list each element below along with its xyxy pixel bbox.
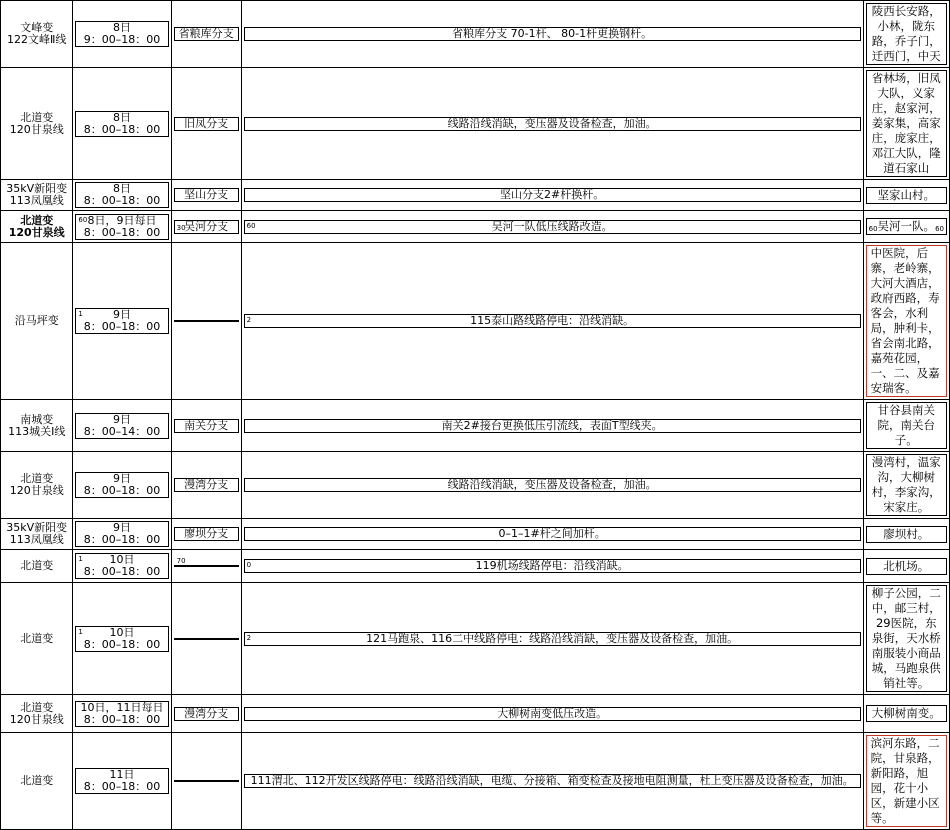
outage-date: 10日 — [109, 625, 135, 639]
margin-mark: 60 — [935, 225, 944, 233]
content-cell — [241, 733, 863, 830]
substation-name: 北道变 — [20, 700, 54, 714]
area-cell — [863, 243, 949, 400]
branch-label: 省粮库分支 — [178, 27, 234, 40]
line-name — [1, 473, 72, 497]
branch-name — [174, 527, 239, 541]
margin-mark: 1 — [78, 555, 83, 563]
branch-name — [174, 419, 239, 433]
line-name-cell — [1, 452, 73, 519]
feeder-name: 113凤凰线 — [9, 194, 64, 207]
time-cell — [73, 519, 171, 550]
outage-hours: 8：00–18：00 — [83, 533, 161, 546]
outage-time — [75, 214, 168, 240]
affected-area-text: 省林场，旧凤大队，义家庄，赵家河，姜家集，高家庄，庞家庄，邓江大队，隆道石家山 — [871, 71, 941, 175]
margin-mark: 0 — [246, 561, 252, 569]
content-cell — [241, 583, 863, 695]
table-row — [1, 519, 950, 550]
work-content-text: 111渭北、112开发区线路停电：线路沿线消缺，电缆、分接箱、箱变检查及接地电阻测量，杜上变压器及设备检查，加油。 — [250, 774, 854, 787]
branch-label: 漫湾分支 — [184, 706, 229, 720]
area-cell — [863, 1, 949, 68]
outage-date: 9日 — [113, 412, 132, 426]
margin-mark: 2 — [246, 633, 252, 642]
branch-label: 南关分支 — [184, 418, 229, 432]
outage-hours: 8：00–14：00 — [83, 424, 161, 438]
affected-area-text: 柳子公园，二中，邮三村，29医院，东泉街，天水桥南服装小商品城，马跑泉供销社等。 — [871, 586, 941, 690]
content-cell — [241, 695, 863, 733]
margin-mark: 60 — [868, 225, 878, 233]
branch-name — [174, 478, 239, 492]
line-name — [1, 112, 72, 136]
affected-area-text: 陵西长安路，小林，陇东路，乔子门，迁西门，中天 — [871, 4, 941, 63]
content-cell — [241, 1, 863, 68]
outage-hours: 8：00–18：00 — [83, 780, 161, 793]
line-name — [1, 22, 72, 46]
affected-area — [866, 454, 947, 516]
work-content — [244, 188, 861, 202]
line-name-cell — [1, 733, 73, 830]
time-cell — [73, 695, 171, 733]
time-cell — [73, 400, 171, 452]
affected-area-text: 中医院，后寨，老岭寨，大河大酒店，政府西路，寿客会，水利局，肿利卡，省会南北路，嘉苑花园，一、二、及嘉安瑞客。 — [870, 246, 940, 395]
branch-cell — [171, 733, 241, 830]
affected-area — [866, 245, 947, 397]
affected-area — [866, 705, 947, 722]
branch-name — [174, 707, 239, 721]
outage-date: 9日 — [113, 308, 132, 321]
margin-mark: 1 — [78, 310, 83, 318]
work-content-text: 119机场线路停电：沿线消缺。 — [475, 559, 629, 572]
table-row — [1, 452, 950, 519]
branch-cell — [171, 68, 241, 180]
feeder-name: 120甘泉线 — [9, 122, 64, 136]
area-cell — [863, 400, 949, 452]
time-cell — [73, 243, 171, 400]
area-cell — [863, 519, 949, 550]
content-cell — [241, 211, 863, 243]
area-cell — [863, 733, 949, 830]
work-content — [244, 419, 861, 433]
line-name-cell — [1, 243, 73, 400]
time-cell — [73, 1, 171, 68]
branch-label: 吴河分支 — [184, 219, 229, 233]
substation-name: 北道变 — [20, 559, 54, 572]
margin-mark: 2 — [246, 316, 252, 324]
time-cell — [73, 180, 171, 211]
affected-area-text: 北机场。 — [883, 558, 930, 573]
outage-date: 9日 — [113, 521, 132, 534]
feeder-name: 113凤凰线 — [9, 533, 64, 546]
line-name-cell — [1, 550, 73, 583]
table-row — [1, 211, 950, 243]
branch-name — [174, 780, 239, 782]
outage-time — [75, 626, 168, 652]
affected-area — [866, 187, 947, 204]
line-name — [1, 315, 72, 327]
table-row — [1, 180, 950, 211]
line-name-cell — [1, 519, 73, 550]
work-content — [244, 314, 861, 328]
substation-name: 北道变 — [20, 110, 54, 124]
outage-date: 8日 — [113, 182, 132, 195]
substation-name: 沿马坪变 — [14, 314, 59, 327]
work-content-text: 线路沿线消缺，变压器及设备检查，加油。 — [447, 478, 657, 491]
work-content-text: 121马跑泉、116二中线路停电：线路沿线消缺，变压器及设备检查，加油。 — [366, 631, 739, 645]
affected-area-text: 廖坝村。 — [883, 526, 930, 541]
substation-name: 北道变 — [20, 213, 54, 227]
affected-area — [866, 526, 947, 543]
work-content-text: 115泰山路线路停电：沿线消缺。 — [470, 314, 635, 327]
outage-hours: 8：00–18：00 — [83, 637, 161, 651]
outage-time — [75, 308, 168, 334]
content-cell — [241, 68, 863, 180]
outage-hours: 8：00–18：00 — [83, 565, 161, 578]
content-cell — [241, 519, 863, 550]
outage-date: 8日 — [113, 110, 132, 124]
substation-name: 北道变 — [20, 472, 54, 485]
branch-cell — [171, 243, 241, 400]
table-row — [1, 400, 950, 452]
work-content — [244, 478, 861, 492]
branch-name — [174, 220, 239, 234]
content-cell — [241, 243, 863, 400]
area-cell — [863, 452, 949, 519]
line-name — [1, 183, 72, 207]
branch-name — [174, 638, 239, 640]
margin-mark: 70 — [176, 557, 186, 565]
work-content-text: 大柳树南变低压改造。 — [497, 706, 608, 720]
branch-name — [174, 188, 239, 202]
line-name-cell — [1, 695, 73, 733]
affected-area — [866, 585, 947, 692]
substation-name: 文峰变 — [20, 21, 54, 34]
area-cell — [863, 180, 949, 211]
outage-hours: 8：00–18：00 — [83, 712, 161, 726]
work-content — [244, 632, 861, 646]
affected-area — [866, 218, 947, 235]
branch-cell — [171, 1, 241, 68]
outage-hours: 8：00–18：00 — [83, 194, 161, 207]
line-name — [1, 775, 72, 787]
work-content — [244, 559, 861, 573]
branch-cell — [171, 211, 241, 243]
branch-name — [174, 117, 239, 131]
table-row — [1, 733, 950, 830]
affected-area-text: 甘谷县南关院，南关台子。 — [877, 403, 936, 447]
margin-mark: 60 — [246, 221, 256, 230]
line-name — [1, 633, 72, 645]
margin-mark: 60 — [78, 215, 88, 224]
line-name — [1, 702, 72, 726]
outage-date: 10日 — [109, 553, 135, 566]
substation-name: 南城变 — [20, 412, 54, 426]
table-body — [1, 1, 950, 830]
work-content-text: 吴河一队低压线路改造。 — [491, 219, 613, 233]
area-cell — [863, 695, 949, 733]
affected-area-text: 滨河东路，二院，甘泉路，新阳路，旭园，花十小区，新建小区等。 — [870, 736, 940, 825]
branch-label: 坚山分支 — [184, 188, 229, 201]
outage-date: 8日 — [113, 21, 132, 34]
affected-area-text: 大柳树南变。 — [871, 706, 941, 720]
branch-cell — [171, 695, 241, 733]
branch-cell — [171, 519, 241, 550]
line-name-cell — [1, 1, 73, 68]
feeder-name: 120甘泉线 — [8, 225, 65, 239]
outage-date: 9日 — [113, 472, 132, 485]
outage-hours: 8：00–18：00 — [83, 484, 161, 497]
time-cell — [73, 583, 171, 695]
outage-time — [75, 413, 168, 439]
line-name-cell — [1, 211, 73, 243]
time-cell — [73, 452, 171, 519]
outage-hours: 8：00–18：00 — [83, 225, 161, 239]
affected-area — [866, 558, 947, 575]
time-cell — [73, 733, 171, 830]
outage-time — [75, 553, 168, 579]
work-content — [244, 117, 861, 131]
affected-area-text: 漫湾村，温家沟，大柳树村，李家沟，宋家庄。 — [871, 455, 941, 514]
margin-mark: 1 — [78, 627, 83, 636]
time-cell — [73, 211, 171, 243]
outage-date: 8日，9日每日 — [87, 213, 157, 227]
affected-area-text: 坚家山村。 — [877, 187, 936, 202]
outage-hours: 9：00–18：00 — [83, 33, 161, 46]
content-cell — [241, 550, 863, 583]
affected-area — [866, 402, 947, 449]
work-content-text: 线路沿线消缺，变压器及设备检查，加油。 — [447, 116, 657, 130]
line-name — [1, 560, 72, 572]
work-content-text: 0–1–1#杆之间加杆。 — [498, 527, 606, 540]
work-content — [244, 707, 861, 721]
line-name-cell — [1, 180, 73, 211]
area-cell — [863, 583, 949, 695]
line-name — [1, 522, 72, 546]
branch-label: 廖坝分支 — [184, 527, 229, 540]
area-cell — [863, 550, 949, 583]
affected-area — [866, 70, 947, 177]
substation-name: 35kV新阳变 — [6, 182, 68, 195]
content-cell — [241, 400, 863, 452]
branch-name — [174, 557, 239, 567]
work-content — [244, 27, 861, 41]
outage-hours: 8：00–18：00 — [83, 122, 161, 136]
line-name-cell — [1, 400, 73, 452]
affected-area — [866, 735, 947, 827]
substation-name: 35kV新阳变 — [6, 521, 68, 534]
table-row — [1, 243, 950, 400]
substation-name: 北道变 — [20, 631, 54, 645]
work-content — [244, 774, 861, 788]
outage-time — [75, 21, 168, 47]
work-content — [244, 527, 861, 541]
outage-time — [75, 521, 168, 547]
table-row — [1, 550, 950, 583]
line-name — [1, 414, 72, 438]
content-cell — [241, 180, 863, 211]
feeder-name: 120甘泉线 — [9, 484, 64, 497]
branch-cell — [171, 180, 241, 211]
outage-date: 11日 — [109, 768, 135, 781]
branch-cell — [171, 583, 241, 695]
outage-time — [75, 182, 168, 208]
line-name-cell — [1, 583, 73, 695]
outage-hours: 8：00–18：00 — [83, 320, 161, 333]
affected-area-text: 吴河一队。 — [877, 219, 936, 233]
time-cell — [73, 68, 171, 180]
work-content-text: 坚山分支2#杆换杆。 — [500, 188, 605, 201]
line-name-cell — [1, 68, 73, 180]
branch-label: 漫湾分支 — [184, 478, 229, 491]
branch-label: 旧凤分支 — [184, 116, 229, 130]
branch-name — [174, 27, 239, 41]
outage-time — [75, 701, 168, 727]
branch-cell — [171, 400, 241, 452]
outage-time — [75, 768, 168, 794]
branch-cell — [171, 452, 241, 519]
substation-name: 北道变 — [20, 774, 54, 787]
outage-time — [75, 111, 168, 137]
affected-area — [866, 3, 947, 65]
line-name — [1, 215, 72, 239]
table-row — [1, 68, 950, 180]
work-content-text: 南关2#接台更换低压引流线，表面T型线夹。 — [441, 418, 663, 432]
table-row — [1, 1, 950, 68]
area-cell — [863, 211, 949, 243]
outage-time — [75, 472, 168, 498]
feeder-name: 122文峰Ⅱ线 — [7, 33, 67, 46]
table-row — [1, 583, 950, 695]
work-content-text: 省粮库分支 70-1杆、 80-1杆更换钢杆。 — [452, 27, 653, 40]
feeder-name: 113城关Ⅰ线 — [8, 424, 66, 438]
branch-name — [174, 320, 239, 322]
outage-date: 10日，11日每日 — [80, 700, 164, 714]
content-cell — [241, 452, 863, 519]
work-content — [244, 220, 861, 234]
area-cell — [863, 68, 949, 180]
time-cell — [73, 550, 171, 583]
branch-cell — [171, 550, 241, 583]
feeder-name: 120甘泉线 — [9, 712, 64, 726]
table-row — [1, 695, 950, 733]
margin-mark: 30 — [176, 223, 186, 232]
